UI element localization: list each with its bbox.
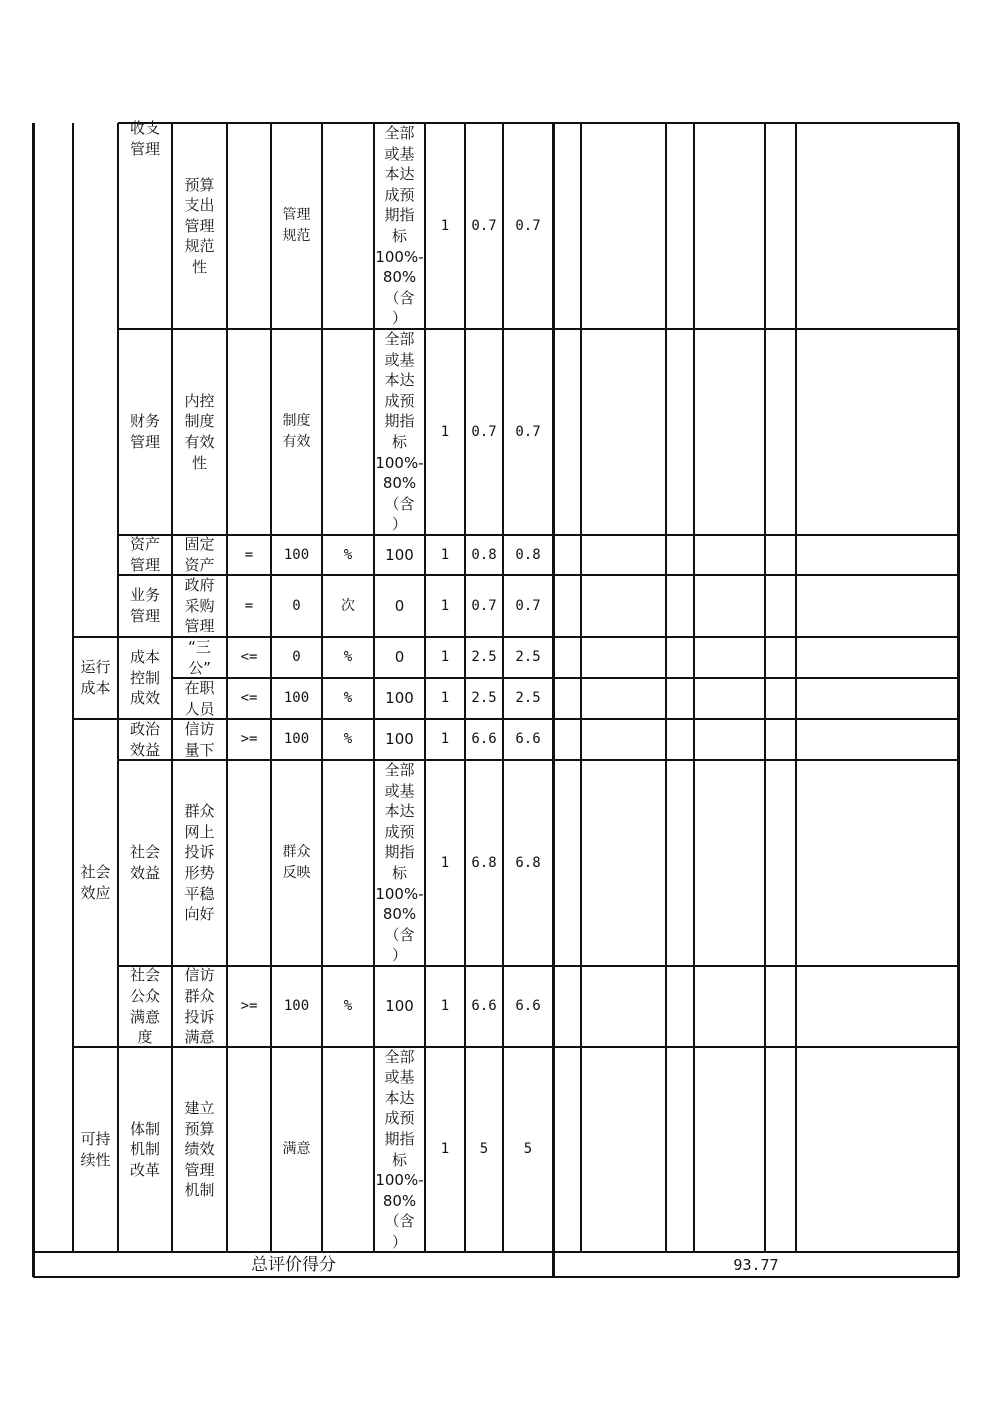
cell-actual: 0 [394, 648, 405, 667]
cell-score: 6.8 [471, 854, 497, 871]
grid-vline [764, 123, 766, 1252]
cell-level: 社会 公众 满意 度 [129, 966, 160, 1047]
cell-level: 成本 控制 成效 [129, 648, 160, 708]
cell-indicator: 群众 网上 投诉 形势 平稳 向好 [184, 802, 215, 924]
cell-score: 6.6 [471, 731, 497, 748]
cell-actual: 全部 或基 本达 成预 期指 标 100%- 80% （含 ） [375, 124, 424, 328]
cell-level: 财务 管理 [129, 412, 160, 451]
cell-level: 体制 机制 改革 [129, 1119, 160, 1179]
cell-op: <= [240, 649, 258, 666]
cell-score: 0.7 [471, 423, 497, 440]
grid-vline [665, 123, 667, 1252]
cell-weight: 1 [440, 690, 450, 707]
cell-level: 社会 效应 [80, 863, 111, 902]
cell-score: 0.7 [471, 217, 497, 234]
cell-level: 资产 管理 [129, 535, 160, 574]
grid-vline [693, 123, 695, 1252]
cell-target: 100 [283, 690, 310, 707]
cell-score: 5 [479, 1141, 489, 1158]
cell-score: 2.5 [515, 690, 541, 707]
cell-op: <= [240, 690, 258, 707]
cell-op: = [244, 597, 254, 614]
cell-actual: 100 [385, 730, 414, 749]
cell-unit: % [343, 690, 353, 707]
cell-actual: 0 [394, 596, 405, 615]
cell-actual: 100 [385, 997, 414, 1016]
cell-score: 2.5 [515, 649, 541, 666]
cell-score: 2.5 [471, 690, 497, 707]
cell-weight: 1 [440, 423, 450, 440]
cell-score: 0.7 [471, 597, 497, 614]
cell-level: 社会 效益 [129, 843, 160, 882]
grid-vline [552, 123, 555, 1277]
cell-unit: % [343, 649, 353, 666]
cell-weight: 1 [440, 649, 450, 666]
cell-target: 管理 规范 [282, 207, 311, 244]
total-score-value: 93.77 [733, 1256, 779, 1274]
cell-score: 0.7 [515, 597, 541, 614]
cell-score: 0.8 [515, 546, 541, 563]
cell-score: 6.6 [515, 731, 541, 748]
cell-score: 5 [523, 1141, 533, 1158]
cell-op: = [244, 546, 254, 563]
cell-weight: 1 [440, 217, 450, 234]
cell-indicator: 信访 量下 [184, 719, 215, 759]
cell-indicator: 内控 制度 有效 性 [184, 391, 215, 472]
cell-indicator: 政府 采购 管理 [184, 576, 215, 636]
cell-target: 制度 有效 [282, 413, 311, 450]
cell-indicator: 预算 支出 管理 规范 性 [184, 175, 215, 276]
cell-indicator: 固定 资产 [184, 535, 215, 574]
grid-vline [32, 123, 35, 1277]
cell-weight: 1 [440, 854, 450, 871]
cell-level: 业务 管理 [129, 586, 160, 625]
cell-op: >= [240, 731, 258, 748]
cell-score: 0.8 [471, 546, 497, 563]
cell-indicator: 建立 预算 绩效 管理 机制 [184, 1099, 215, 1200]
cell-indicator: “三 公” [188, 637, 211, 677]
cell-score: 0.7 [515, 423, 541, 440]
cell-target: 群众 反映 [282, 844, 311, 881]
cell-weight: 1 [440, 998, 450, 1015]
cell-score: 6.6 [515, 998, 541, 1015]
cell-op: >= [240, 998, 258, 1015]
cell-indicator: 信访 群众 投诉 满意 [184, 966, 215, 1047]
cell-target: 满意 [282, 1141, 311, 1158]
cell-actual: 100 [385, 545, 414, 564]
cell-score: 0.7 [515, 217, 541, 234]
cell-weight: 1 [440, 546, 450, 563]
cell-actual: 全部 或基 本达 成预 期指 标 100%- 80% （含 ） [375, 330, 424, 534]
cell-level: 可持 续性 [80, 1129, 111, 1169]
cell-unit: % [343, 546, 353, 563]
cell-score: 6.6 [471, 998, 497, 1015]
cell-score: 2.5 [471, 649, 497, 666]
cell-target: 0 [292, 649, 301, 666]
cell-actual: 100 [385, 689, 414, 708]
cell-indicator: 在职 人员 [184, 678, 215, 718]
cell-level: 政治 效益 [129, 719, 160, 759]
cell-target: 0 [292, 597, 301, 614]
grid-vline [580, 123, 582, 1252]
cell-score: 6.8 [515, 854, 541, 871]
cell-actual: 全部 或基 本达 成预 期指 标 100%- 80% （含 ） [375, 1047, 424, 1251]
cell-target: 100 [283, 998, 310, 1015]
cell-level: 收支 管理 [129, 118, 160, 158]
cell-actual: 全部 或基 本达 成预 期指 标 100%- 80% （含 ） [375, 761, 424, 965]
cell-unit: 次 [341, 597, 355, 614]
cell-target: 100 [283, 546, 310, 563]
total-score-label: 总评价得分 [251, 1255, 336, 1275]
cell-weight: 1 [440, 731, 450, 748]
cell-unit: % [343, 731, 353, 748]
cell-level: 运行 成本 [80, 658, 111, 697]
cell-weight: 1 [440, 597, 450, 614]
cell-weight: 1 [440, 1141, 450, 1158]
grid-vline [957, 123, 960, 1277]
cell-unit: % [343, 998, 353, 1015]
grid-vline [795, 123, 797, 1252]
cell-target: 100 [283, 731, 310, 748]
